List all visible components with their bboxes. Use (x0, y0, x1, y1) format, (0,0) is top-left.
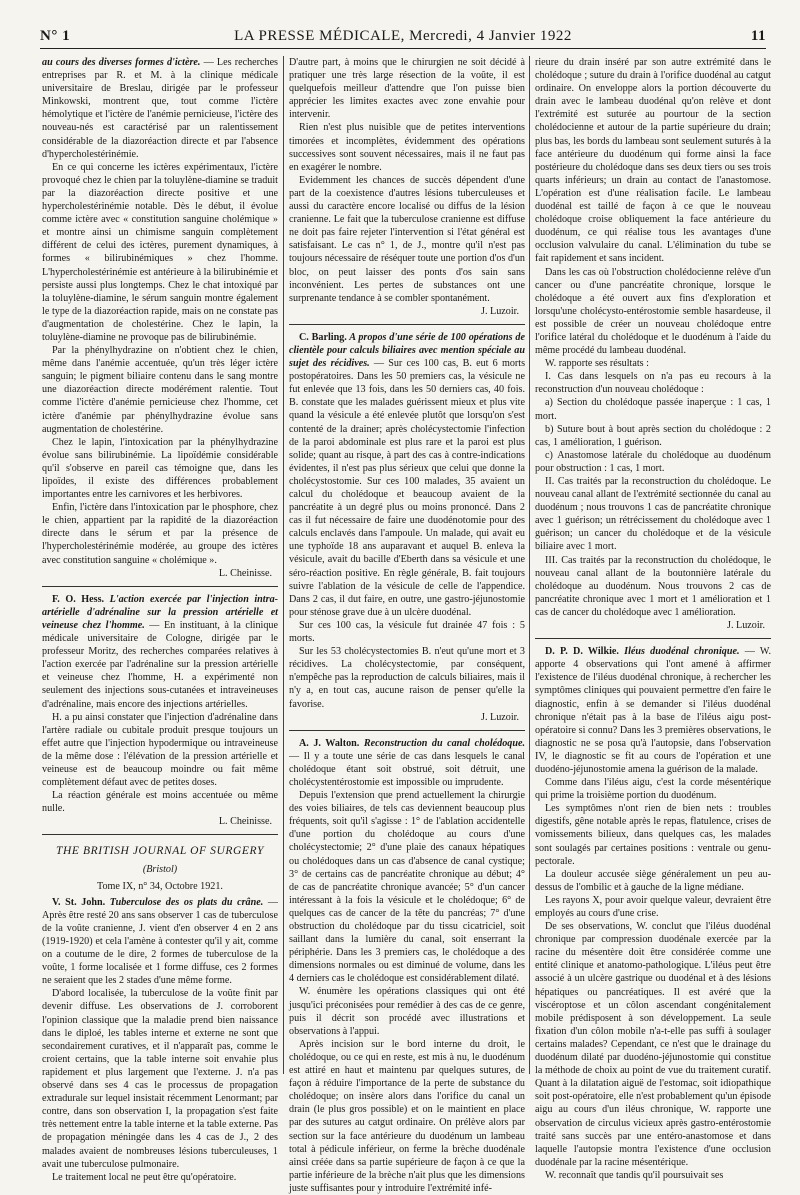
article-author: D. P. D. Wilkie. (545, 646, 619, 658)
paragraph: De ses observations, W. conclut que l'iléus duodénal chronique par compression duodénale exercée par la racine du mésentère doit être considérée comme une entité clinique et anatomo-pathologique. L'iléus peut être associé à un ulcère gastrique ou duodénal et à des lésions hépatiques ou pancréatiques. Il est avéré que la viscéroptose et un côlon ascendant congénitalement mobile prédisposent à son développement. La seule fixation d'un côlon mobile n'a-t-elle pas suffi à soulager certains malades? Cependant, ce n'est que le drainage du duodénum dilaté par duodéno-jéjunostomie qui constitue la méthode de choix au point de vue du traitement curatif. Quant à la dilatation aiguë de l'estomac, soit idiopathique soit post-opératoire, elle n'est probablement qu'un épisode aigu au cours d'un iléus chronique, W. rapporte une observation de circulus vicieux après gastro-entérostomie traité sans succès par une entéro-anastomose et dans laquelle l'autopsie montra l'existence d'une occlusion duodénale par la racine mésentérique. (535, 921, 771, 1168)
article-title: Iléus duodénal chronique. (618, 646, 740, 658)
paragraph-text: — W. apporte 4 observations qui l'ont amené à affirmer l'existence de l'iléus duodénal chronique, à rechercher les symptômes cliniques qui pouvaient permettre d'en faire le diagnostic, enfin à se demander si l'iléus duodénal chronique n'était pas à la base de l'iléus aigu post-opératoire si connu? Dans les 3 premières observations, le diagnostic ne se posa qu'à l'autopsie, dans l'observation IV, le diagnostic se fit au cours de l'opération et une duodéno-jéjunostomie amena la guérison de la malade. (535, 646, 771, 775)
article-divider (289, 324, 525, 325)
article-author: F. O. Hess. (52, 593, 105, 605)
paragraph-text: — En instituant, à la clinique médicale universitaire de Cologne, dirigée par le professeur Moritz, des recherches comparées relatives à l'action exercée par l'adrénaline sur la pression artérielle et veineuse chez l'homme, H. a expérimenté non seulement des injections sous-cutanées et intraveineuses d'adrénaline, mais encore des injections artérielles. (42, 619, 278, 710)
journal-title: THE BRITISH JOURNAL OF SURGERY (56, 845, 264, 858)
article-author: C. Barling. (299, 331, 347, 343)
article-title-tail: au cours des diverses formes d'ictère. (42, 57, 201, 68)
running-title: LA PRESSE MÉDICALE, Mercredi, 4 Janvier 1922 (234, 28, 572, 44)
article-author: A. J. Walton. (299, 737, 360, 749)
paragraph: Depuis l'extension que prend actuellement la chirurgie des voies biliaires, de tels cas deviennent beaucoup plus fréquents, soit qu'il s'agisse : 1° de l'ablation accidentelle d'une portion du cholédoque au cours d'une cholécystectomie; 2° d'une plaie des canaux hépatiques ou cholédoques dans un cas d'absence de canal cystique; 3° de certains cas de pancréatite chronique au début; 4° de cas de pancréatite chronique avancée; 5° d'un cancer intéressant à la fois la vésicule et le cholédoque; 6° de quelques cas de cancer de la tête du pancréas; 7° d'une obstruction du cholédoque par du tissu cicatriciel, soit saillant dans la lumière du canal, soit enserrant la périphérie. Dans les 3 premiers cas, le cholédoque a des dimensions normales ou est diminué de volume, dans les 4 derniers cas le cholédoque est considérablement dilaté. (289, 790, 525, 985)
signature: L. Cheinisse. (218, 816, 272, 828)
paragraph: Sur les 53 cholécystectomies B. n'eut qu'une mort et 3 récidives. La cholécystectomie, par conséquent, n'empêche pas la reproduction de calculs biliaires, mais il n'y a, en tout cas, aucune raison de penser qu'elle la favorise. (289, 646, 525, 710)
paragraph: Par la phénylhydrazine on n'obtient chez le chien, même dans l'anémie accentuée, qu'un très léger ictère sanguin; le pigment biliaire contenu dans le sang montre une diazoréaction directe modérément ralentie. Tout comme l'ictère d'anémie pernicieuse chez l'homme, cet ictère d'anémie par phénylhydrazine évolue sans augmentation de cholestérine. (42, 345, 278, 435)
column-3 (535, 56, 771, 1181)
paragraph: Chez le lapin, l'intoxication par la phénylhydrazine évolue sans bilirubinémie. La lipoïdémie considérable qu'il s'observe en pareil cas témoigne que, dans les lipoïdes, il existe des différences probablement importantes entre les carnivores et les herbivores. (42, 436, 278, 501)
page-folio: 11 (750, 28, 766, 44)
article-title: A propos d'une série de 100 opérations de clientèle pour calculs biliaires avec mention spéciale au sujet des récidives. (289, 331, 525, 370)
paragraph (289, 331, 525, 619)
list-item: a) Section du cholédoque passée inaperçue : 1 cas, 1 mort. (535, 397, 771, 422)
paragraph: En ce qui concerne les ictères expérimentaux, l'ictère provoqué chez le chien par la toluylène-diamine se traduit par la diazoréaction directe positive et une hypercholestérinémie notable. Dès le début, il évolue comme ictère avec « constitution sanguine cholémique » et montre ainsi un chimisme sanguin complètement différent de celui des ictères, purement dynamiques, à formes « bilirubinémiques » chez l'homme. L'hypercholestérinémie est antérieure à la bilirubinémie et persiste aussi plus longtemps. Chez le chat intoxiqué par la toluylène-diamine, le sérum sanguin montre également le type de la diazoréaction rapide, mais on ne constate pas d'augmentation de cholestérine. Chez le lapin, la toluylène-diamine ne provoque pas de bilirubinémie. (42, 161, 278, 343)
column-rule-2 (529, 56, 530, 1074)
page-header (40, 26, 766, 49)
paragraph (289, 737, 525, 789)
column-2 (289, 56, 526, 1194)
paragraph: Sur ces 100 cas, la vésicule fut drainée 47 fois : 5 morts. (289, 619, 525, 645)
article-divider (42, 586, 278, 587)
paragraph: D'autre part, à moins que le chirurgien ne soit décidé à pratiquer une très large résection de la voûte, il est quelquefois meilleur d'attendre que l'on puisse bien apprécier les limites exactes avec zone envahie pour intervenir. (289, 57, 525, 121)
paragraph: Les rayons X, pour avoir quelque valeur, devraient être employés au cours d'une crise. (535, 894, 771, 919)
paragraph: W. reconnaît que tandis qu'il poursuivait ses (545, 1169, 724, 1181)
signature: J. Luzoir. (481, 305, 519, 317)
paragraph-text: — Il y a toute une série de cas dans lesquels le canal cholédoque étant soit obstrué, soit détruit, une cholécystentérostomie est impossible ou imprudente. (289, 750, 525, 788)
paragraph: W. rapporte ses résultats : (545, 358, 649, 370)
paragraph: III. Cas traités par la reconstruction du cholédoque, le nouveau canal allant de la boutonnière latérale du cholédoque au duodénum. Nous trouvons 2 cas de pancréatite chronique avec 1 mort et 1 amélioration et 1 cas de cancer du cholédoque avec 1 amélioration. (535, 554, 771, 618)
issue-number: N° 1 (40, 28, 71, 44)
paragraph: Evidemment les chances de succès dépendent d'une part de la coexistence d'autres lésions tuberculeuses et aussi du caractère encore localisé ou diffus de la lésion cranienne. Le fait que la tuberculose cranienne est diffuse ne doit pas faire rejeter l'intervention si l'état général est satisfaisant. Le cas n° 1, de J., montre qu'il n'est pas toujours nécessaire de réséquer toute une portion d'os d'un bloc, on peut laisser des ponts d'os sain sans inconvénient. Les pertes de substances ont une surprenante tendance à se combler spontanément. (289, 174, 525, 304)
paragraph: Le traitement local ne peut être qu'opératoire. (52, 1171, 237, 1183)
signature: J. Luzoir. (727, 620, 765, 632)
article-divider (535, 638, 771, 639)
paragraph: I. Cas dans lesquels on n'a pas eu recours à la reconstruction d'un nouveau cholédoque : (535, 371, 771, 396)
paragraph: rieure du drain inséré par son autre extrémité dans le cholédoque ; suture du drain à l'orifice duodénal au catgut ordinaire. On enveloppe alors la portion découverte du drain avec le lambeau duodénal qu'on relève et dont l'extrémité est suturée au pourtour de la section cholédocienne et autour de la partie supérieure du drain; plus bas, les bords du lambeau sont seulement suturés à la face antérieure du duodénum qui forme ainsi la face postérieure du cholédoque dans ses deux tiers ou ses trois quarts inférieurs; un drain au contact de l'anastomose. L'opération est d'une réalisation facile. Le lambeau duodénal est taillé de façon à ce que le nouveau cholédoque croise obliquement la face antérieure du duodénum, ce qui réalise tous les avantages d'une occlusion valvulaire du canal. L'élimination du tube se fait rapidement et sans incident. (535, 57, 771, 265)
paragraph-text: — Les recherches entreprises par R. et M. à la clinique médicale universitaire de Breslau, dirigée par le professeur Minkowski, montrent que, tout comme l'ictère hémolytique et l'ictère de l'anémie pernicieuse, l'ictère des nouveau-nés est caractérisé par un ralentissement considérable de la diazoréaction directe et par l'absence d'hypercholestérinémie. (42, 57, 278, 160)
paragraph (42, 56, 278, 161)
signature: L. Cheinisse. (218, 567, 272, 579)
paragraph (42, 593, 278, 711)
section-divider (42, 834, 278, 835)
list-item: b) Suture bout à bout après section du cholédoque : 2 cas, 1 amélioration, 1 guérison. (535, 423, 771, 448)
paragraph: D'abord localisée, la tuberculose de la voûte finit par devenir diffuse. Les observations de J. corroborent l'opinion classique que la maladie prend bien naissance dans le diploé, les tables interne et externe ne sont que secondairement curatives, et il n'apparaît pas, comme le croient certains, que la table interne soit envahie plus rapidement et plus largement que l'externe. J. n'a pas observé dans ses 4 cas le processus de propagation extradurale sur lequel insistait récemment Lenormant; par contre, dans son observation I, la propagation s'est faite très nettement entre la table interne et la table externe. Pas de propagation méningée dans les 4 cas de J., 2 des malades avaient de nombreuses lésions tuberculeuses, 1 avait une tuberculose pulmonaire. (42, 988, 278, 1170)
column-1 (42, 56, 278, 1183)
paragraph: Les symptômes n'ont rien de bien nets : troubles digestifs, gêne notable après le repas, flatulence, crises de vomissements bilieux, dans quelques cas, les malades sont soulagés par certaines positions : ventrale ou genu-pectorale. (535, 803, 771, 867)
article-divider (289, 730, 525, 731)
journal-city: (Bristol) (142, 863, 178, 875)
article-title: L'action exercée par l'injection intra-artérielle d'adrénaline sur la pression artérielle et veineuse chez l'homme. (42, 593, 278, 631)
article-author: V. St. John. (52, 896, 106, 908)
paragraph (535, 645, 771, 776)
article-title: Tuberculose des os plats du crâne. (105, 896, 264, 908)
paragraph: La douleur accusée siège généralement un peu au-dessus de l'ombilic et à gauche de la ligne médiane. (535, 868, 771, 893)
paragraph: Dans les cas où l'obstruction cholédocienne relève d'un cancer ou d'une pancréatite chronique, lorsque le cholédoque a été ouvert aux fins d'exploration et lorsqu'une cholécysto-entérostomie semble hasardeuse, il est possible de créer un nouveau cholédoque entre l'orifice latéral du cholédoque et le duodénum à l'aide du même procédé du lambeau duodénal. (535, 266, 771, 357)
paragraph: La réaction générale est moins accentuée ou même nulle. (42, 790, 278, 815)
paragraph: Enfin, l'ictère dans l'intoxication par le phosphore, chez le chien, appartient par la rapidité de la diazoréaction directe dans le sérum et par la présence de l'hypercholestérinémie modérée, au groupe des ictères avec constitution sanguine « cholémique ». (42, 502, 278, 566)
journal-issue: Tome IX, n° 34, Octobre 1921. (97, 880, 223, 892)
paragraph-text: — Sur ces 100 cas, B. eut 6 morts postopératoires. Dans les 50 premiers cas, la vésicule ne fut enlevée que 13 fois, dans les 50 derniers cas, 40 fois. B. constate que les malades guérissent mieux et plus vite quand la vésicule a été enlevée plutôt que lorsqu'on s'est contenté de la drainer; après cholécystectomie l'infection de la paroi abdominale est plus rare et la paroi est plus solide; quant au risque, à part des cas à contre-indications évidentes, il n'est pas plus sérieux que celui que donne la cholécystostomie. Sur ces 100 malades, 35 avaient un calcul du cholédoque et beaucoup avaient de la pancréatite à un degré plus ou moins prononcé. Dans 2 cas il fut nécessaire de faire une duodénotomie pour des calculs enclavés dans l'ampoule. Un malade, qui avait eu une typhoïde 18 ans auparavant et auquel B. enleva la vésicule, avait du bacille d'Eberth dans sa vésicule et une séro-réaction positive. En règle générale, B. fait toujours suivre l'ablation de la vésicule de celle de l'appendice. Dans 2 cas, il dut faire, en outre, une gastro-jéjunostomie pour sténose grave due à un ulcère duodénal. (289, 358, 526, 618)
paragraph: Après incision sur le bord interne du droit, le cholédoque, ou ce qui en reste, est mis à nu, le duodénum est attiré en haut et maintenu par quelques sutures, de façon à réduire l'importance de la perte de substance du cholédoque; on insère alors dans l'orifice du canal un drain (le plus gros possible) et on le maintient en place par des sutures au catgut ordinaire. On prélève alors par section sur la face antérieure du duodénum un lambeau total à pédicule inférieur, on ferme la brèche duodénale ainsi créée dans sa partie supérieure de façon à ce que la partie inférieure de la brèche n'ait plus que les dimensions juste suffisantes pour y introduire l'extrémité infé- (289, 1038, 525, 1194)
article-title: Reconstruction du canal cholédoque. (359, 737, 526, 749)
paragraph: W. énumère les opérations classiques qui ont été jusqu'ici préconisées pour remédier à des cas de ce genre, puis il décrit son procédé avec illustrations et observations à l'appui. (289, 986, 525, 1037)
column-rule-1 (283, 56, 284, 1074)
paragraph: H. a pu ainsi constater que l'injection d'adrénaline dans l'artère radiale ou cubitale produit presque toujours un effet autre que l'injection hypodermique ou intraveineuse de la même dose : l'élévation de la pression artérielle et veineuse est de beaucoup moindre ou fait même complètement défaut avec de petites doses. (42, 711, 278, 789)
paragraph: Rien n'est plus nuisible que de petites interventions timorées et incomplètes, évidemment des opérations successives sont souvent nécessaires, mais il ne faut pas en exagérer le nombre. (289, 122, 525, 173)
paragraph-text: — Après être resté 20 ans sans observer 1 cas de tuberculose de la voûte cranienne, J. vient d'en observer 4 en 2 ans (1919-1920) et cela l'amène à contester qu'il y ait, comme on a coutume de le dire, 2 formes de tuberculose de la voûte, 1 forme localisée et 1 forme diffuse, ces 2 formes ne seraient que les 2 stades d'une même forme. (42, 896, 278, 987)
paragraph (42, 896, 278, 988)
paragraph: Comme dans l'iléus aigu, c'est la corde mésentérique qui prime la troisième portion du duodénum. (535, 777, 771, 802)
paragraph: II. Cas traités par la reconstruction du cholédoque. Le nouveau canal allant de l'extrémité sectionnée du canal au duodénum ; nous trouvons 1 cas de pancréatite chronique avec 1 guérison; un rétrécissement du cholédoque avec 1 guérison; un cancer du cholédoque et de la vésicule biliaire avec 1 mort. (535, 476, 771, 553)
signature: J. Luzoir. (481, 711, 519, 723)
list-item: c) Anastomose latérale du cholédoque au duodénum pour obstruction : 1 cas, 1 mort. (535, 449, 771, 474)
